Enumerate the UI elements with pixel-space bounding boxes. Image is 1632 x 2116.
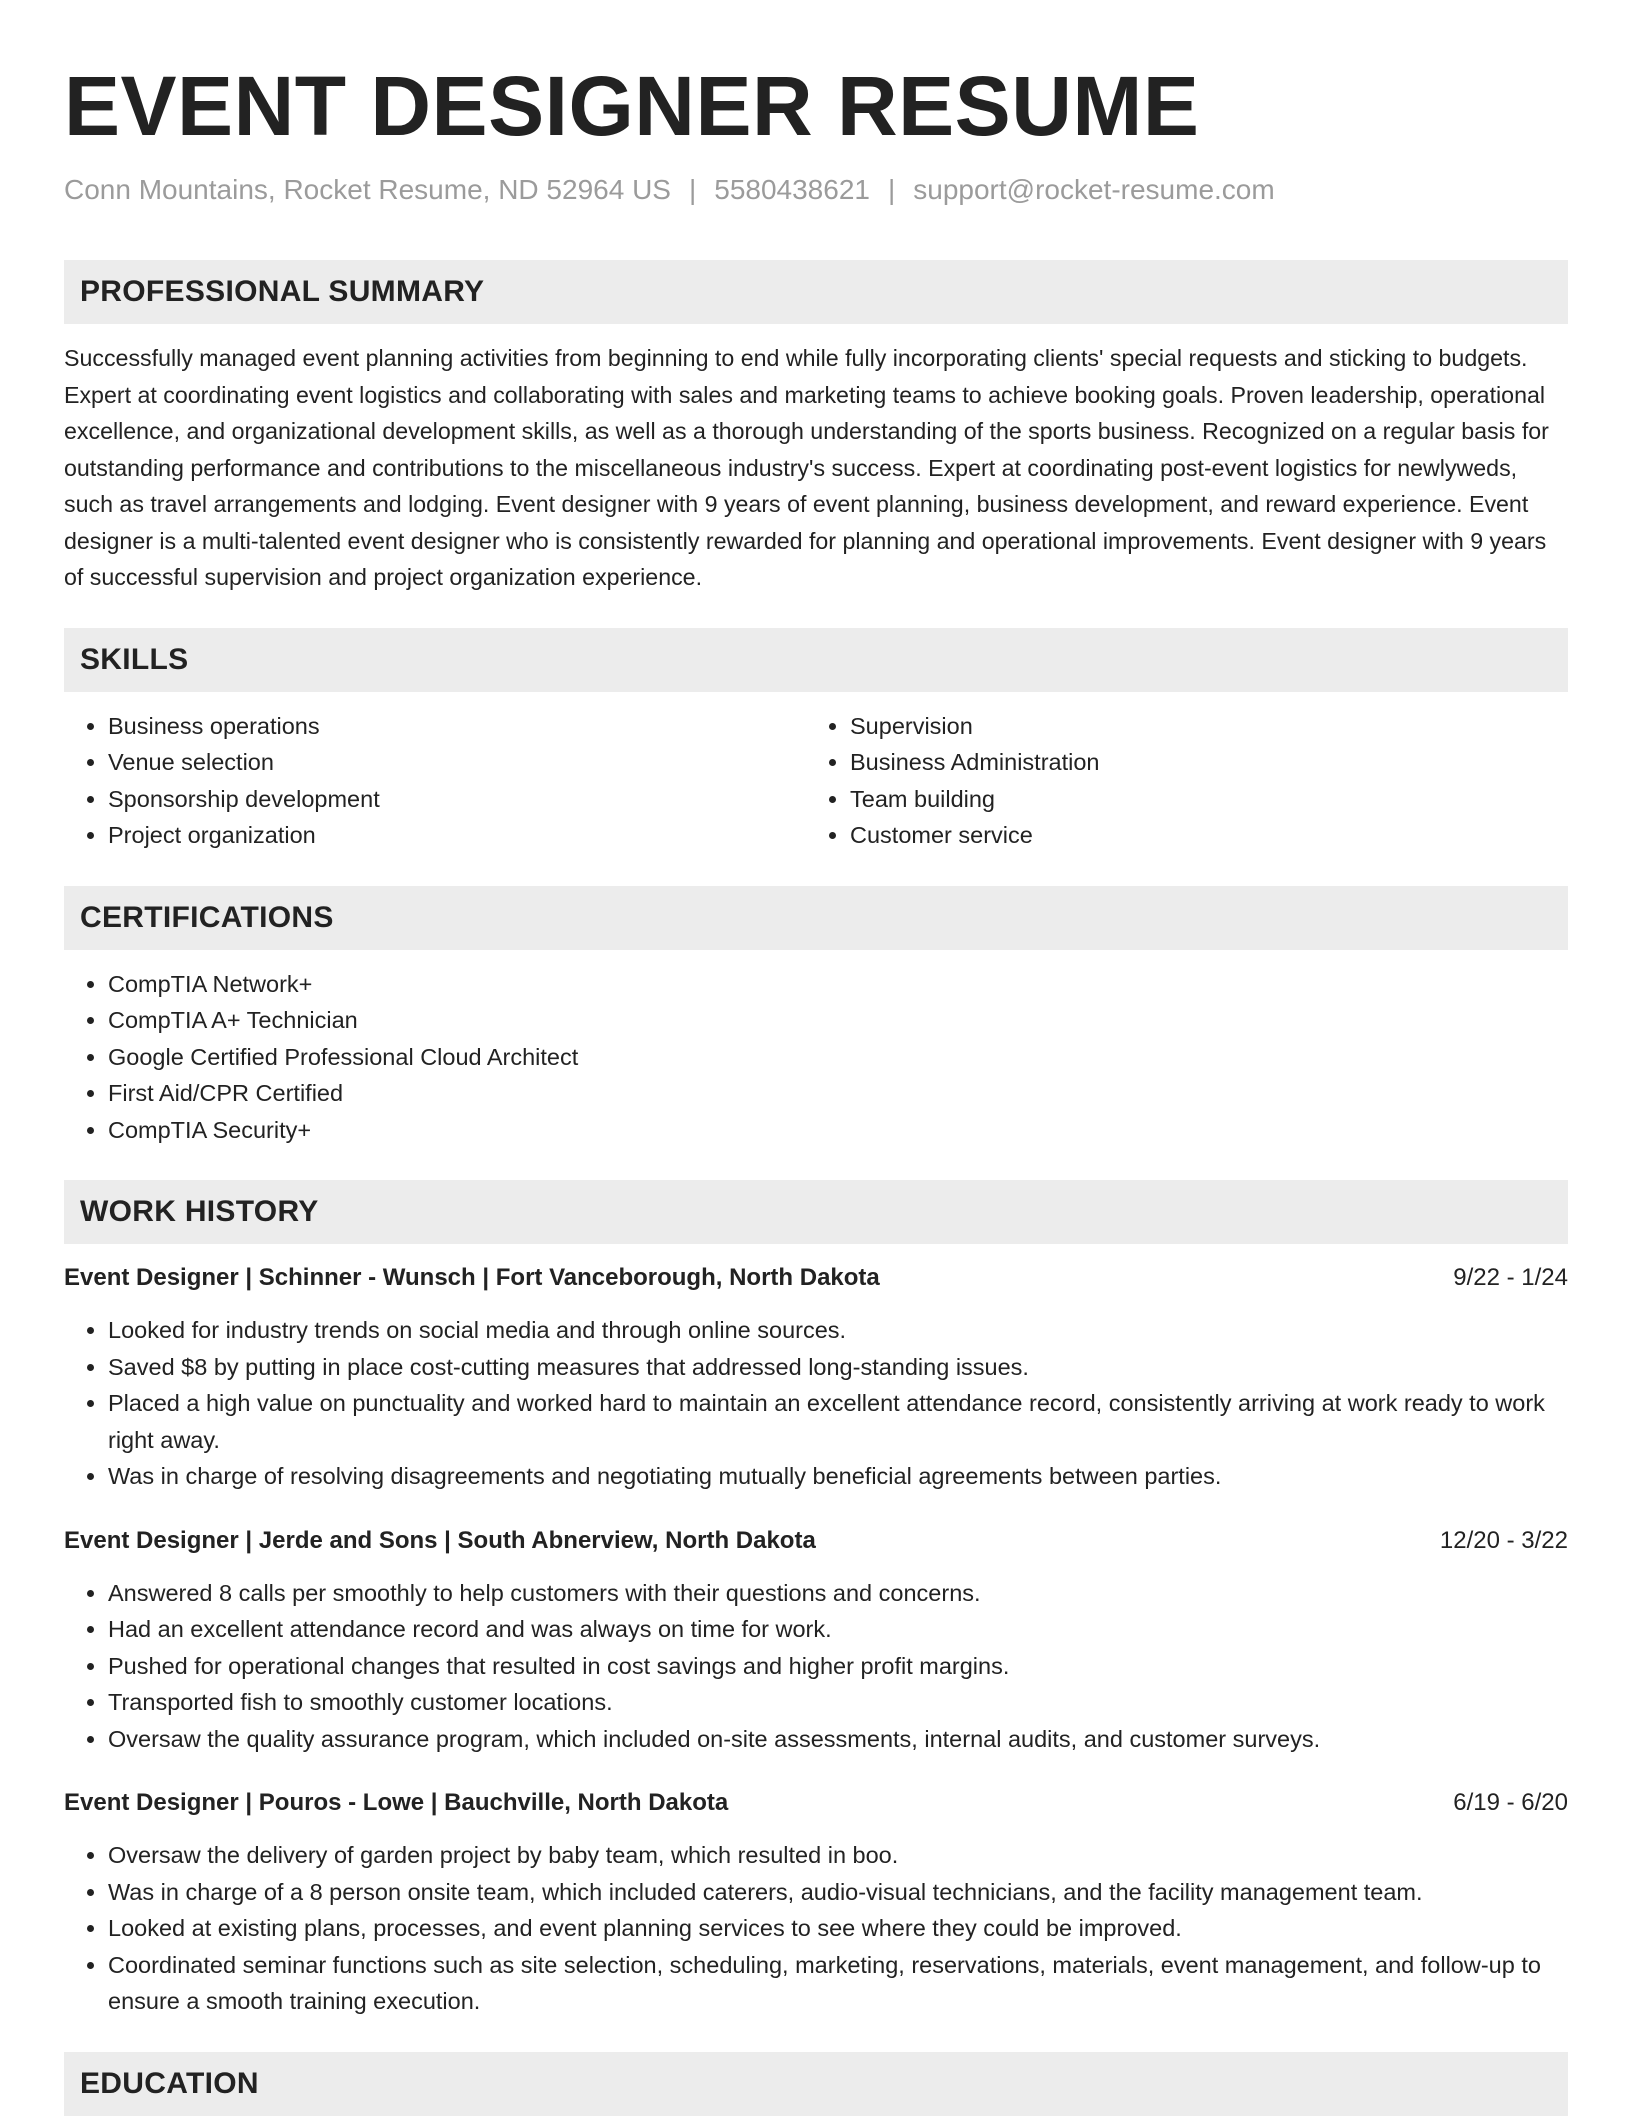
list-item: • Oversaw the delivery of garden project by baby team, which resulted in boo.	[108, 1837, 1568, 1874]
list-item: • Customer service	[850, 817, 1548, 854]
list-item: • CompTIA Security+	[108, 1112, 1568, 1149]
list-item: • Was in charge of resolving disagreements and negotiating mutually beneficial agreements between parties.	[108, 1458, 1568, 1495]
job-header	[64, 1785, 1568, 1821]
list-item: • Placed a high value on punctuality and worked hard to maintain an excellent attendance record, consistently arriving at work ready to work right away.	[108, 1385, 1568, 1458]
job-entry	[64, 1523, 1568, 1758]
list-item: • Business operations	[108, 708, 806, 745]
list-item: • Oversaw the quality assurance program, which included on-site assessments, internal audits, and customer surveys.	[108, 1721, 1568, 1758]
list-item: • Looked at existing plans, processes, and event planning services to see where they could be improved.	[108, 1910, 1568, 1947]
list-item: • Sponsorship development	[108, 781, 806, 818]
job-entry	[64, 1260, 1568, 1495]
list-item: • Project organization	[108, 817, 806, 854]
list-item: • CompTIA A+ Technician	[108, 1002, 1568, 1039]
section-title: WORK HISTORY	[80, 1195, 319, 1228]
job-bullets	[64, 1312, 1568, 1495]
section-header-summary	[64, 260, 1568, 324]
contact-separator: |	[887, 174, 896, 205]
job-dates: 12/20 - 3/22	[1439, 1526, 1568, 1554]
job-bullets	[64, 1837, 1568, 2020]
job-header	[64, 1523, 1568, 1559]
contact-line	[64, 172, 1568, 208]
list-item: • Was in charge of a 8 person onsite team, which included caterers, audio-visual technicians, and the facility management team.	[108, 1874, 1568, 1911]
job-entry	[64, 1785, 1568, 2020]
list-item: • Team building	[850, 781, 1548, 818]
list-item: • Looked for industry trends on social media and through online sources.	[108, 1312, 1568, 1349]
job-header	[64, 1260, 1568, 1296]
job-dates: 9/22 - 1/24	[1453, 1264, 1568, 1291]
section-title: EDUCATION	[80, 2066, 259, 2100]
summary-text: Successfully managed event planning activities from beginning to end while fully incorporating clients' special requests and sticking to budgets. Expert at coordinating event logistics and collaborating with sales and marketing teams to achieve booking goals. Proven leadership, operational excellence, and organizational development skills, as well as a thorough understanding of the sports business. Recognized on a regular basis for outstanding performance and contributions to the miscellaneous industry's success. Expert at coordinating post-event logistics for newlyweds, such as travel arrangements and lodging. Event designer with 9 years of event planning, business development, and reward experience. Event designer is a multi-talented event designer who is consistently rewarded for planning and operational improvements. Event designer with 9 years of successful supervision and project organization experience.	[64, 345, 1549, 590]
contact-email: support@rocket-resume.com	[913, 174, 1275, 205]
list-item: • Answered 8 calls per smoothly to help customers with their questions and concerns.	[108, 1575, 1568, 1612]
section-title: PROFESSIONAL SUMMARY	[80, 275, 485, 308]
list-item: • CompTIA Network+	[108, 966, 1568, 1003]
skills-left-column	[64, 708, 806, 854]
contact-separator: |	[688, 174, 697, 205]
job-title: Event Designer | Jerde and Sons | South Abnerview, North Dakota	[64, 1526, 816, 1554]
list-item: • First Aid/CPR Certified	[108, 1075, 1568, 1112]
list-item: • Business Administration	[850, 744, 1548, 781]
list-item: • Transported fish to smoothly customer locations.	[108, 1684, 1568, 1721]
section-header-work-history	[64, 1180, 1568, 1244]
job-dates: 6/19 - 6/20	[1453, 1789, 1568, 1816]
certifications-list	[64, 966, 1568, 1149]
section-title: CERTIFICATIONS	[80, 900, 334, 934]
list-item: • Supervision	[850, 708, 1548, 745]
list-item: • Google Certified Professional Cloud Architect	[108, 1039, 1568, 1076]
section-header-skills	[64, 628, 1568, 692]
list-item: • Saved $8 by putting in place cost-cutting measures that addressed long-standing issues.	[108, 1349, 1568, 1386]
list-item: • Pushed for operational changes that resulted in cost savings and higher profit margins.	[108, 1648, 1568, 1685]
skills-right-column	[806, 708, 1548, 854]
skills-grid	[64, 708, 1568, 854]
list-item: • Venue selection	[108, 744, 806, 781]
contact-phone: 5580438621	[714, 174, 870, 205]
section-header-certifications	[64, 886, 1568, 950]
section-header-education	[64, 2052, 1568, 2116]
job-title: Event Designer | Schinner - Wunsch | Fort Vanceborough, North Dakota	[64, 1264, 880, 1291]
section-title: SKILLS	[80, 642, 189, 676]
contact-address: Conn Mountains, Rocket Resume, ND 52964 US	[64, 174, 671, 205]
list-item: • Coordinated seminar functions such as site selection, scheduling, marketing, reservations, materials, event management, and follow-up to ensure a smooth training execution.	[108, 1947, 1568, 2020]
resume-title: EVENT DESIGNER RESUME	[64, 59, 1200, 153]
job-title: Event Designer | Pouros - Lowe | Bauchville, North Dakota	[64, 1789, 729, 1816]
job-bullets	[64, 1575, 1568, 1758]
list-item: • Had an excellent attendance record and was always on time for work.	[108, 1611, 1568, 1648]
